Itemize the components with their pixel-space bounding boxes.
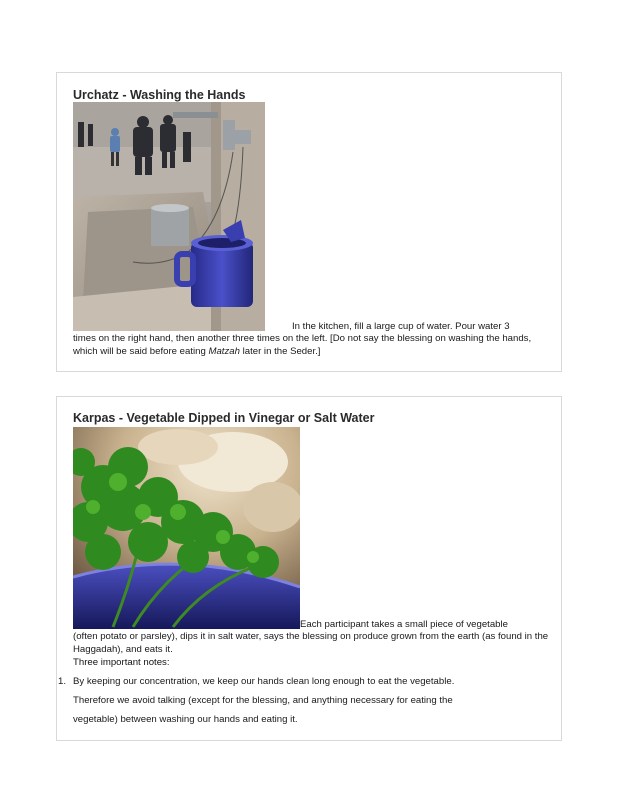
section-title-urchatz: Urchatz - Washing the Hands xyxy=(73,88,246,102)
urchatz-paragraph xyxy=(73,333,553,358)
urchatz-section xyxy=(56,72,562,372)
parsley-photo xyxy=(73,427,300,629)
karpas-caption: Each participant takes a small piece of vegetable xyxy=(300,619,508,630)
section-title-karpas: Karpas - Vegetable Dipped in Vinegar or Salt Water xyxy=(73,411,375,425)
list-item-line: By keeping our concentration, we keep our hands clean long enough to eat the vegetable. xyxy=(73,676,455,687)
karpas-section xyxy=(56,396,562,741)
list-item-line: vegetable) between washing our hands and eating it. xyxy=(73,714,298,725)
urchatz-text-before: times on the right hand, then another three times on the left. [Do not say the blessing on washing the hands, which will be said before eating xyxy=(73,333,532,357)
urchatz-caption: In the kitchen, fill a large cup of water. Pour water 3 xyxy=(292,321,510,332)
urchatz-text-after: later in the Seder.] xyxy=(239,345,321,357)
list-number: 1. xyxy=(58,676,67,687)
notes-label: Three important notes: xyxy=(73,657,170,668)
washing-cup-photo xyxy=(73,102,292,331)
list-item-line: Therefore we avoid talking (except for the blessing, and anything necessary for eating the xyxy=(73,695,453,706)
matzah-italic: Matzah xyxy=(208,345,240,357)
karpas-paragraph: (often potato or parsley), dips it in salt water, says the blessing on produce grown from the earth (as found in the Haggadah), and eats it. xyxy=(73,631,549,655)
